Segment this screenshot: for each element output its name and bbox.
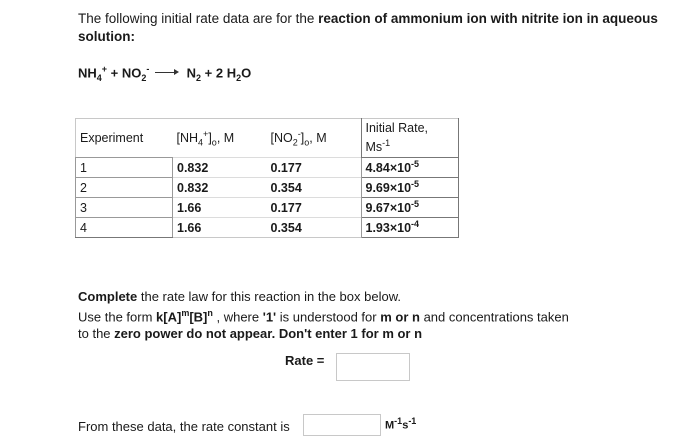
unit-m-exp: -1: [394, 416, 403, 426]
header-no2-unit: , M: [309, 130, 327, 145]
reactant-no2: NO: [121, 65, 142, 81]
cell-experiment: 3: [76, 198, 173, 218]
product-n2-sub: 2: [196, 72, 202, 83]
reactant-no2-sub: 2: [141, 72, 147, 83]
table-row: [76, 218, 459, 238]
rate-exp: -5: [411, 159, 420, 170]
reactant-no2-charge: -: [146, 64, 150, 74]
plus-sign: +: [107, 65, 122, 81]
table-row: [76, 198, 459, 218]
cell-experiment: 1: [76, 158, 173, 178]
reactant-nh4: NH: [78, 65, 97, 81]
cell-rate: [361, 158, 458, 178]
header-nh4-b: ]: [208, 130, 212, 145]
instr-form-n: n: [207, 308, 213, 318]
problem-intro: [78, 10, 668, 46]
header-no2-sub: 2: [292, 137, 298, 148]
rate-constant-input[interactable]: [303, 414, 381, 436]
header-experiment: Experiment: [80, 131, 144, 145]
header-nh4-sub: 4: [198, 137, 204, 148]
header-nh4-unit: , M: [216, 130, 235, 145]
reactant-nh4-sub: 4: [96, 72, 102, 83]
header-no2-sup: -: [297, 128, 301, 139]
cell-nh4: 1.66: [173, 198, 267, 218]
instr-m-or-n: m or n: [380, 309, 420, 325]
cell-no2: 0.354: [267, 178, 362, 198]
cell-no2: 0.177: [267, 158, 362, 178]
header-no2-a: [NO: [270, 130, 293, 145]
plus-sign-2: + 2: [201, 65, 227, 81]
table-row: [76, 178, 459, 198]
header-no2: [267, 119, 362, 158]
product-n2: N: [186, 65, 197, 81]
instr-line2-b: , where: [212, 309, 263, 325]
header-nh4-sup: +: [203, 128, 209, 139]
header-nh4: [173, 119, 267, 158]
intro-bold-text: reaction of ammonium ion with nitrite ion in aqueous solution:: [78, 11, 658, 44]
instr-line2-a: Use the form: [78, 309, 157, 325]
rate-exp: -4: [411, 219, 420, 230]
unit-m: M: [385, 419, 395, 432]
header-rate-sup: -1: [382, 137, 391, 148]
cell-rate: [361, 178, 458, 198]
rate-constant-label: From these data, the rate constant is: [78, 419, 290, 434]
unit-s-exp: -1: [408, 416, 417, 426]
rate-base: 9.67×10: [365, 201, 412, 216]
product-h2o-sub: 2: [236, 72, 242, 83]
instr-line1: the rate law for this reaction in the box below.: [137, 289, 401, 304]
header-rate-a: Initial Rate,: [365, 120, 429, 135]
table-row: [76, 158, 459, 178]
cell-no2: 0.354: [267, 218, 362, 238]
cell-nh4: 1.66: [173, 218, 267, 238]
instr-form-b: [B]: [189, 309, 208, 325]
header-rate-b: Ms: [365, 140, 383, 155]
product-h2o: H: [226, 65, 237, 81]
reaction-arrow-icon: [155, 72, 181, 73]
instr-one: '1': [262, 309, 277, 325]
rate-data-table: [75, 118, 459, 238]
intro-text: The following initial rate data are for the: [78, 11, 319, 26]
cell-experiment: 4: [76, 218, 173, 238]
rate-constant-units: [385, 416, 416, 432]
instr-line2-c: is understood for: [276, 309, 381, 325]
header-nh4-sub0: o: [211, 137, 217, 148]
cell-rate: [361, 198, 458, 218]
rate-base: 1.93×10: [365, 221, 412, 236]
instr-line3-a: to the: [78, 326, 115, 342]
header-no2-b: ]: [300, 130, 305, 145]
instr-line2-d: and concentrations taken: [419, 309, 569, 325]
header-nh4-a: [NH: [176, 130, 199, 145]
rate-exp: -5: [411, 199, 420, 210]
unit-s: s: [402, 419, 409, 432]
instr-complete: Complete: [78, 289, 138, 304]
rate-base: 9.69×10: [365, 181, 412, 196]
instr-form-m: m: [181, 308, 190, 318]
rate-base: 4.84×10: [365, 161, 412, 176]
product-h2o-o: O: [241, 65, 252, 81]
reaction-equation: [78, 64, 251, 83]
instr-form-a: k[A]: [156, 309, 182, 325]
instr-line3-bold: zero power do not appear. Don't enter 1 for m or n: [114, 326, 423, 342]
rate-exp: -5: [411, 179, 420, 190]
table-header-row: [76, 119, 459, 158]
header-no2-sub0: o: [304, 137, 310, 148]
cell-nh4: 0.832: [173, 158, 267, 178]
rate-label: Rate =: [285, 353, 325, 368]
reactant-nh4-charge: +: [101, 64, 108, 74]
cell-experiment: 2: [76, 178, 173, 198]
cell-nh4: 0.832: [173, 178, 267, 198]
cell-rate: [361, 218, 458, 238]
cell-no2: 0.177: [267, 198, 362, 218]
instructions: [78, 288, 638, 342]
rate-law-input[interactable]: [336, 353, 410, 381]
header-initial-rate: [361, 119, 458, 158]
